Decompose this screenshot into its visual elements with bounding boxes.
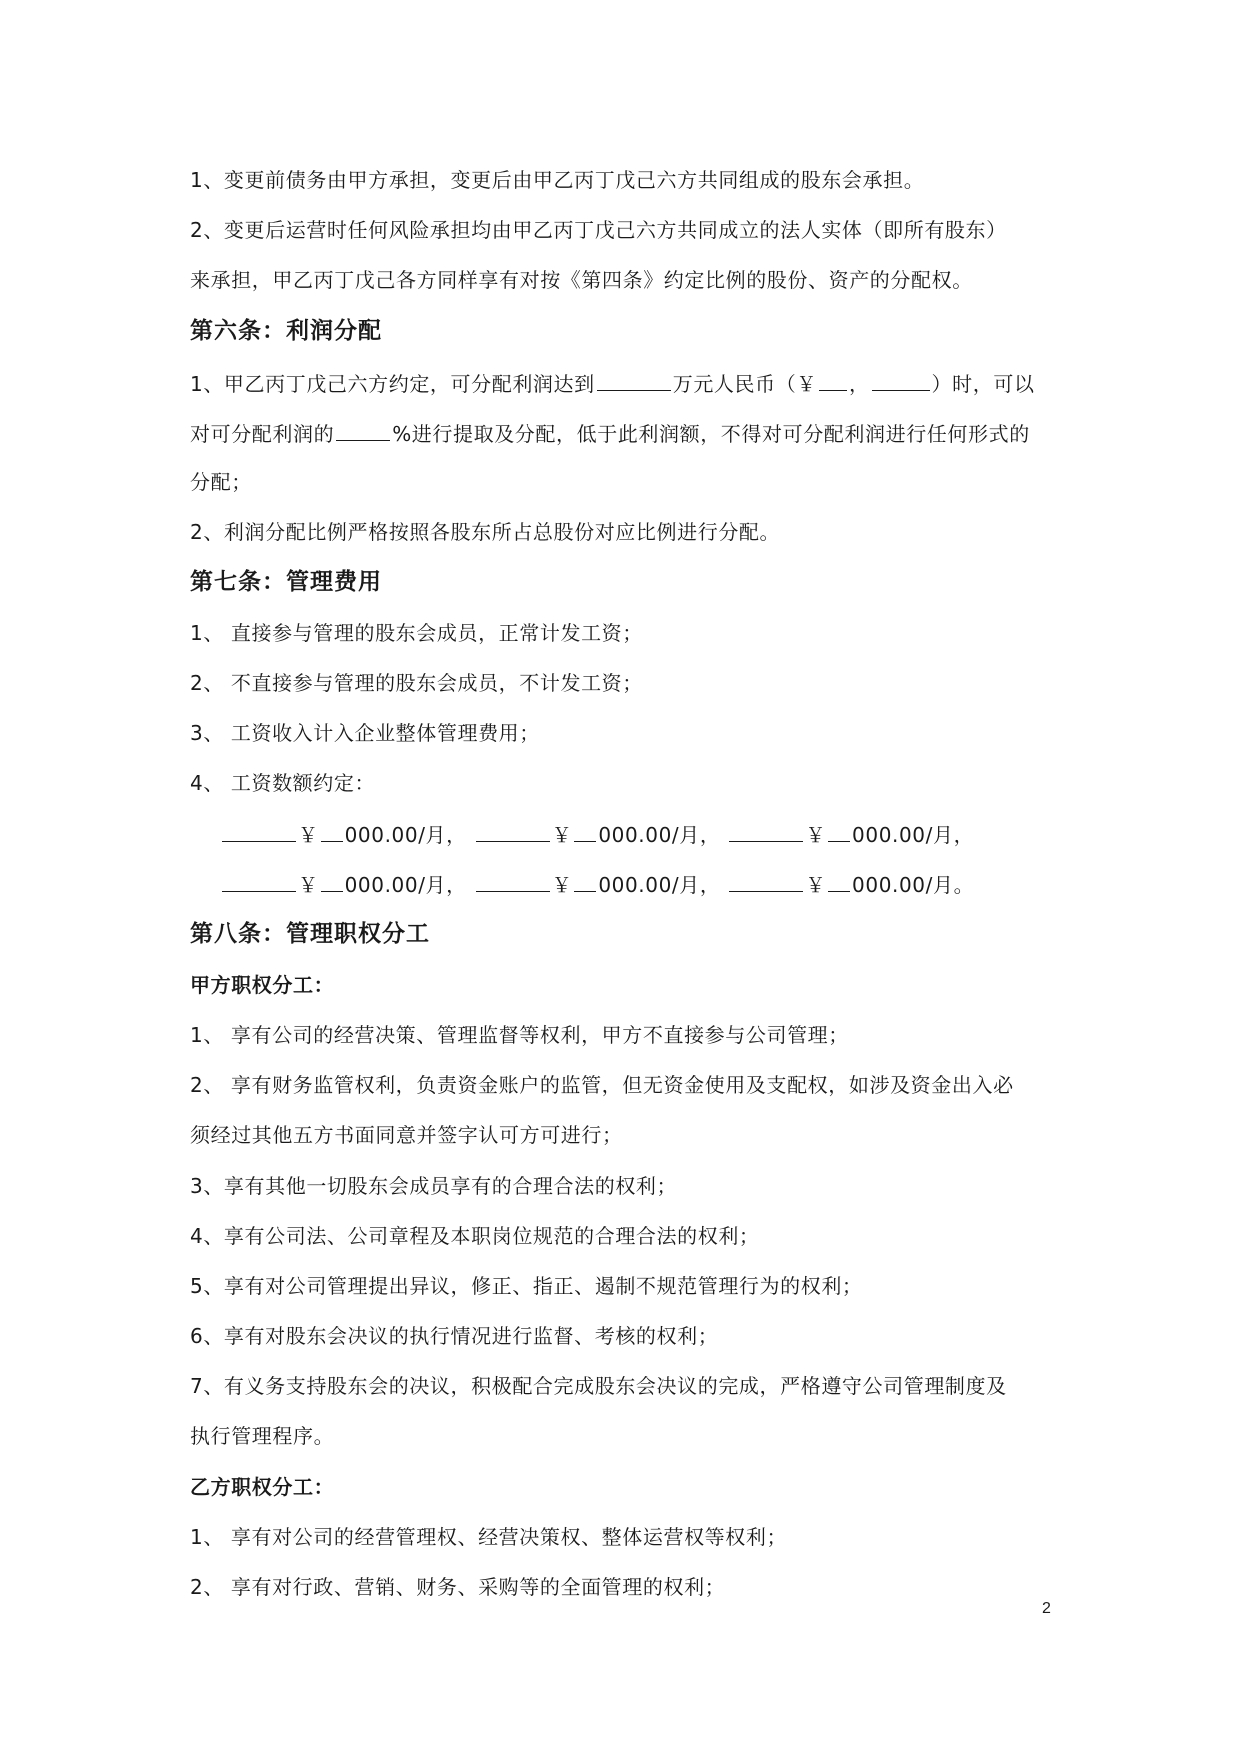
fee-item-1: 1、 直接参与管理的股东会成员，正常计发工资； xyxy=(190,621,643,645)
jia-item-6: 6、享有对股东会决议的执行情况进行监督、考核的权利； xyxy=(190,1324,719,1348)
salary-amount-blank xyxy=(321,869,343,892)
salary-amount-blank xyxy=(321,819,343,842)
yi-title: 乙方职权分工： xyxy=(190,1475,335,1499)
yen-symbol: ￥ xyxy=(298,823,319,847)
salary-amount-blank xyxy=(574,869,596,892)
yi-item-2: 2、 享有对行政、营销、财务、采购等的全面管理的权利； xyxy=(190,1575,726,1599)
section-7-title: 第七条：管理费用 xyxy=(190,569,382,595)
jia-item-2-cont: 须经过其他五方书面同意并签字认可方可进行； xyxy=(190,1123,623,1147)
profit-clause-1-cont xyxy=(190,418,1030,448)
jia-item-1: 1、 享有公司的经营决策、管理监督等权利，甲方不直接参与公司管理； xyxy=(190,1023,849,1047)
salary-sep: ， xyxy=(699,873,721,897)
profit-clause-1 xyxy=(190,368,1035,398)
rmb-blank-b xyxy=(872,368,930,391)
jia-item-7-cont: 执行管理程序。 xyxy=(190,1424,335,1448)
jia-item-4: 4、享有公司法、公司章程及本职岗位规范的合理合法的权利； xyxy=(190,1224,760,1248)
debt-clause-1: 1、变更前债务由甲方承担，变更后由甲乙丙丁戊己六方共同组成的股东会承担。 xyxy=(190,168,925,192)
fee-item-2: 2、 不直接参与管理的股东会成员，不计发工资； xyxy=(190,671,643,695)
section-8-title: 第八条：管理职权分工 xyxy=(190,921,430,947)
salary-amount: 000.00/月 xyxy=(344,823,447,847)
jia-item-7: 7、有义务支持股东会的决议，积极配合完成股东会决议的完成，严格遵守公司管理制度及 xyxy=(190,1374,1007,1398)
salary-amount: 000.00/月 xyxy=(852,823,954,847)
yi-item-1: 1、 享有对公司的经营管理权、经营决策权、整体运营权等权利； xyxy=(190,1525,788,1549)
salary-name-blank xyxy=(729,869,803,892)
yen-symbol: ￥ xyxy=(298,873,319,897)
rmb-blank-a xyxy=(819,368,847,391)
salary-sep: ， xyxy=(699,823,721,847)
profit-clause-1-text-c: ）时，可以 xyxy=(931,372,1035,396)
percent-blank xyxy=(336,418,390,441)
fee-item-4: 4、 工资数额约定： xyxy=(190,771,376,795)
salary-sep: ， xyxy=(446,873,467,897)
profit-clause-1-text-e: %进行提取及分配，低于此利润额，不得对可分配利润进行任何形式的 xyxy=(392,422,1030,446)
salary-amount: 000.00/月 xyxy=(344,873,447,897)
section-6-title: 第六条：利润分配 xyxy=(190,318,382,344)
jia-item-2: 2、 享有财务监管权利，负责资金账户的监管，但无资金使用及支配权，如涉及资金出入必 xyxy=(190,1073,1014,1097)
salary-sep: ， xyxy=(953,823,975,847)
salary-name-blank xyxy=(476,819,550,842)
salary-amount: 000.00/月 xyxy=(598,823,700,847)
salary-row-2 xyxy=(220,869,974,899)
salary-sep: ， xyxy=(446,823,467,847)
rmb-comma: ， xyxy=(848,372,870,396)
salary-name-blank xyxy=(729,819,803,842)
yen-symbol: ￥ xyxy=(805,873,827,897)
salary-name-blank xyxy=(222,869,296,892)
yen-symbol: ￥ xyxy=(551,823,573,847)
jia-item-3: 3、享有其他一切股东会成员享有的合理合法的权利； xyxy=(190,1174,678,1198)
salary-amount: 000.00/月 xyxy=(598,873,700,897)
profit-clause-1-text-d: 对可分配利润的 xyxy=(190,422,335,446)
profit-amount-blank xyxy=(597,368,671,391)
jia-title: 甲方职权分工： xyxy=(190,973,335,997)
salary-row-1 xyxy=(220,819,974,849)
salary-name-blank xyxy=(222,819,296,842)
fee-item-3: 3、 工资收入计入企业整体管理费用； xyxy=(190,721,540,745)
yen-symbol: ￥ xyxy=(805,823,827,847)
salary-amount: 000.00/月 xyxy=(852,873,954,897)
profit-clause-1-text-a: 1、甲乙丙丁戊己六方约定，可分配利润达到 xyxy=(190,372,595,396)
yen-symbol: ￥ xyxy=(551,873,573,897)
jia-item-5: 5、享有对公司管理提出异议，修正、指正、遏制不规范管理行为的权利； xyxy=(190,1274,863,1298)
salary-end: 。 xyxy=(953,873,975,897)
risk-clause-2: 2、变更后运营时任何风险承担均由甲乙丙丁戊己六方共同成立的法人实体（即所有股东） xyxy=(190,218,1007,242)
profit-clause-1-end: 分配； xyxy=(190,470,252,494)
profit-clause-2: 2、利润分配比例严格按照各股东所占总股份对应比例进行分配。 xyxy=(190,520,781,544)
risk-clause-2-cont: 来承担，甲乙丙丁戊己各方同样享有对按《第四条》约定比例的股份、资产的分配权。 xyxy=(190,268,973,292)
salary-amount-blank xyxy=(574,819,596,842)
salary-amount-blank xyxy=(828,819,850,842)
profit-clause-1-text-b: 万元人民币（￥ xyxy=(672,372,817,396)
salary-name-blank xyxy=(476,869,550,892)
page-number: 2 xyxy=(1042,1600,1051,1617)
salary-amount-blank xyxy=(828,869,850,892)
